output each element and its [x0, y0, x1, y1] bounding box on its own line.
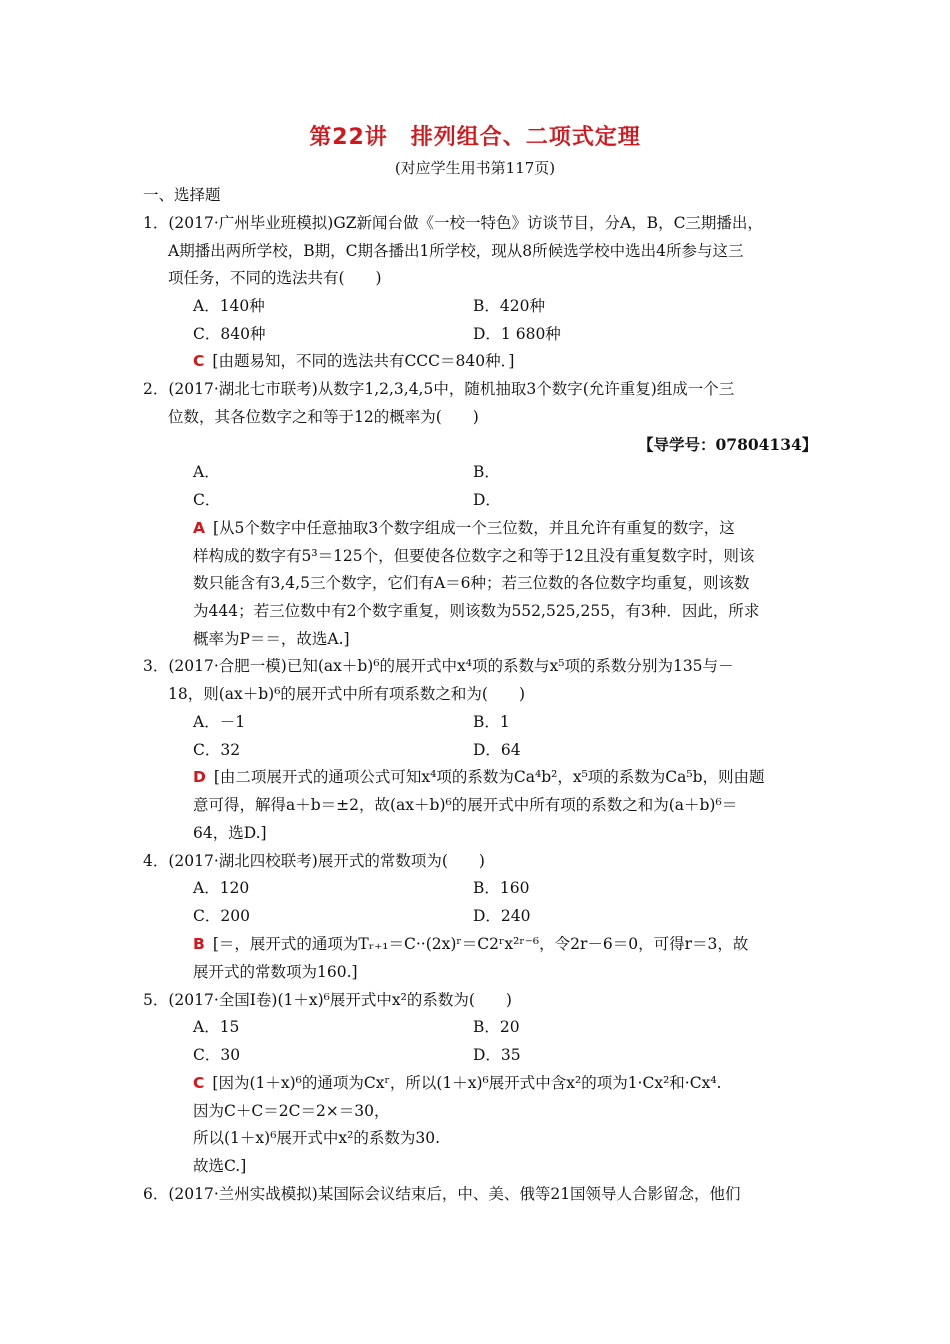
q3-option-d: D．64	[473, 741, 521, 759]
q4-option-a: A．120	[193, 879, 250, 897]
q2-option-c: C．	[193, 491, 221, 509]
q3-option-c: C．32	[193, 741, 241, 759]
q2-answer: A	[193, 519, 205, 537]
q5-option-a: A．15	[193, 1018, 240, 1036]
q1-explanation: [由题易知，不同的选法共有CCC＝840种．]	[212, 352, 515, 370]
q4-answer: B	[193, 935, 205, 953]
q4-solution-line1	[193, 934, 748, 954]
q3-line2: 18，则(ax＋b)⁶的展开式中所有项系数之和为( )	[168, 685, 526, 703]
q1-option-b: B．420种	[473, 297, 545, 315]
q3-explanation-1: [由二项展开式的通项公式可知x⁴项的系数为Ca⁴b²，x⁵项的系数为Ca⁵b，则由题	[213, 768, 765, 786]
q4-explanation-1: [＝，展开式的通项为Tᵣ₊₁＝C··(2x)ʳ＝C2ʳx²ʳ⁻⁶，令2r－6＝0，可得r＝3，故	[212, 935, 749, 953]
q1-answer: C	[193, 352, 205, 370]
q1-line1: 1．(2017·广州毕业班模拟)GZ新闻台做《一校一特色》访谈节目，分A，B，C三期播出，	[143, 214, 763, 232]
q2-option-a: A．	[193, 463, 220, 481]
q4-explanation-2: 展开式的常数项为160.]	[193, 963, 358, 981]
q5-explanation-2: 因为C＋C＝2C＝2×＝30，	[193, 1102, 390, 1120]
q2-explanation-3: 数只能含有3,4,5三个数字，它们有A＝6种；若三位数的各位数字均重复，则该数	[193, 574, 750, 592]
q2-line2: 位数，其各位数字之和等于12的概率为( )	[168, 408, 479, 426]
q1-option-a: A．140种	[193, 297, 265, 315]
page-title: 第22讲 排列组合、二项式定理	[309, 125, 641, 150]
q1-line2: A期播出两所学校，B期，C期各播出1所学校，现从8所候选学校中选出4所参与这三	[168, 242, 744, 260]
q5-option-b: B．20	[473, 1018, 520, 1036]
q6-line1: 6．(2017·兰州实战模拟)某国际会议结束后，中、美、俄等21国领导人合影留念，他们	[143, 1185, 741, 1203]
page-subtitle: (对应学生用书第117页)	[394, 159, 556, 177]
q3-option-a: A．－1	[193, 713, 246, 731]
q5-answer: C	[193, 1074, 205, 1092]
q1-option-d: D．1 680种	[473, 325, 561, 343]
q3-line1: 3．(2017·合肥一模)已知(ax＋b)⁶的展开式中x⁴项的系数与x⁵项的系数分别为135与－	[143, 657, 734, 675]
q4-option-d: D．240	[473, 907, 531, 925]
q2-option-b: B．	[473, 463, 500, 481]
q2-line1: 2．(2017·湖北七市联考)从数字1,2,3,4,5中，随机抽取3个数字(允许重复)组成一个三	[143, 380, 735, 398]
q5-explanation-3: 所以(1＋x)⁶展开式中x²的系数为30.	[193, 1129, 441, 1147]
q1-line3: 项任务，不同的选法共有( )	[168, 269, 382, 287]
q2-explanation-5: 概率为P＝＝，故选A.]	[193, 630, 350, 648]
q3-solution-line1	[193, 767, 765, 787]
q2-explanation-2: 样构成的数字有5³＝125个，但要使各位数字之和等于12且没有重复数字时，则该	[193, 547, 755, 565]
q4-option-c: C．200	[193, 907, 250, 925]
q3-option-b: B．1	[473, 713, 510, 731]
q5-option-c: C．30	[193, 1046, 241, 1064]
guide-number: 【导学号：07804134】	[638, 435, 818, 454]
q3-answer: D	[193, 768, 206, 786]
q5-option-d: D．35	[473, 1046, 521, 1064]
q5-explanation-1: [因为(1＋x)⁶的通项为Cxʳ，所以(1＋x)⁶展开式中含x²的项为1·Cx²和·Cx⁴.	[212, 1074, 722, 1092]
q1-solution	[193, 351, 514, 371]
q5-line1: 5．(2017·全国Ⅰ卷)(1＋x)⁶展开式中x²的系数为( )	[143, 991, 512, 1009]
q3-explanation-2: 意可得，解得a＋b＝±2，故(ax＋b)⁶的展开式中所有项的系数之和为(a＋b)⁶＝	[193, 796, 738, 814]
q1-option-c: C．840种	[193, 325, 266, 343]
q5-solution-line1	[193, 1073, 721, 1093]
q4-line1: 4．(2017·湖北四校联考)展开式的常数项为( )	[143, 852, 485, 870]
q4-option-b: B．160	[473, 879, 530, 897]
q3-explanation-3: 64，选D.]	[193, 824, 267, 842]
q5-explanation-4: 故选C.]	[193, 1157, 247, 1175]
q2-option-d: D．	[473, 491, 501, 509]
q2-explanation-1: [从5个数字中任意抽取3个数字组成一个三位数，并且允许有重复的数字，这	[213, 519, 735, 537]
q2-explanation-4: 为444；若三位数中有2个数字重复，则该数为552,525,255，有3种．因此，所求	[193, 602, 760, 620]
q2-solution-line1	[193, 518, 735, 538]
section-heading: 一、选择题	[143, 186, 221, 204]
